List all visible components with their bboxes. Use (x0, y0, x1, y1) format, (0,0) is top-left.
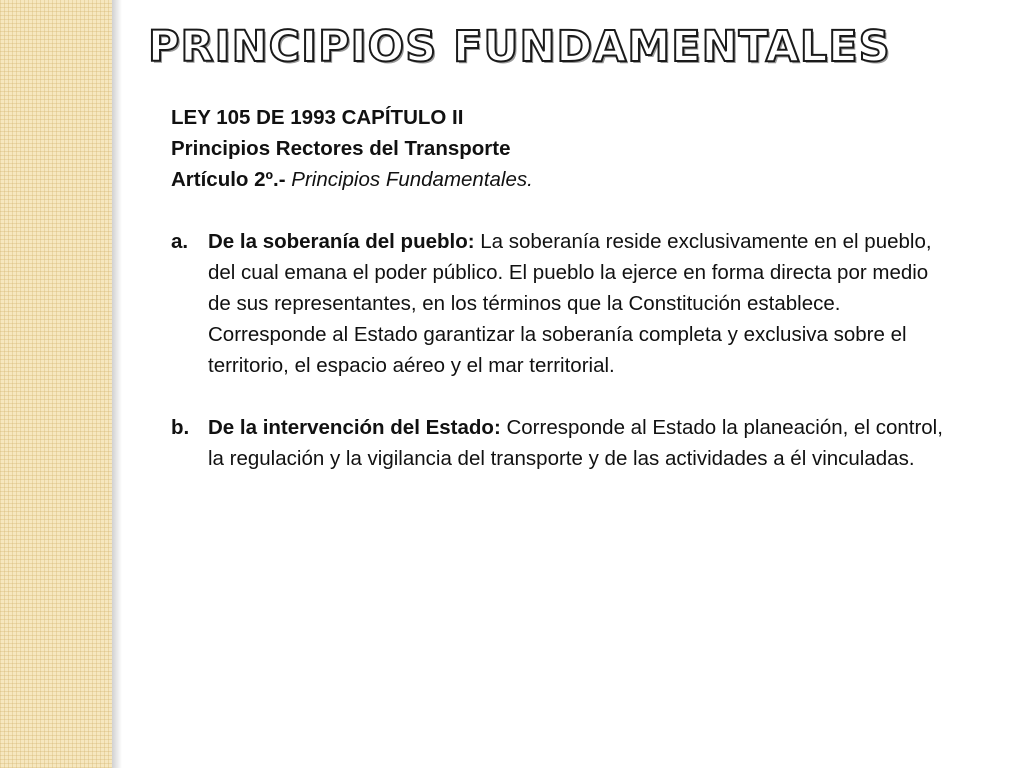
list-marker: b. (171, 416, 190, 439)
side-panel-shadow (112, 0, 122, 768)
law-reference: LEY 105 DE 1993 CAPÍTULO II (171, 106, 464, 129)
slide-title: PRINCIPIOS FUNDAMENTALES (148, 22, 891, 72)
spacer (171, 195, 951, 226)
list-item-b (171, 412, 951, 474)
list-item-a (171, 226, 951, 381)
item-heading: De la soberanía del pueblo: (208, 230, 475, 253)
spacer (171, 381, 951, 412)
article-line (171, 164, 951, 195)
item-heading: De la intervención del Estado: (208, 416, 501, 439)
slide-content (171, 102, 951, 474)
chapter-title: Principios Rectores del Transporte (171, 137, 511, 160)
item-text: La soberanía reside exclusivamente en el pueblo, del cual emana el poder público. El pueblo la ejerce en forma directa por medio de sus representantes, en los términos que la Constitución establece. Corresponde al Estado garantizar la soberanía completa y exclusiva sobre el territorio, el espacio aéreo y el mar territorial. (208, 230, 932, 377)
article-subtitle: Principios Fundamentales. (291, 168, 533, 191)
decorative-side-panel (0, 0, 112, 768)
list-marker: a. (171, 230, 189, 253)
item-text: Corresponde al Estado la planeación, el control, la regulación y la vigilancia del transporte y de las actividades a él vinculadas. (208, 416, 943, 470)
article-number: Artículo 2º.- (171, 168, 286, 191)
